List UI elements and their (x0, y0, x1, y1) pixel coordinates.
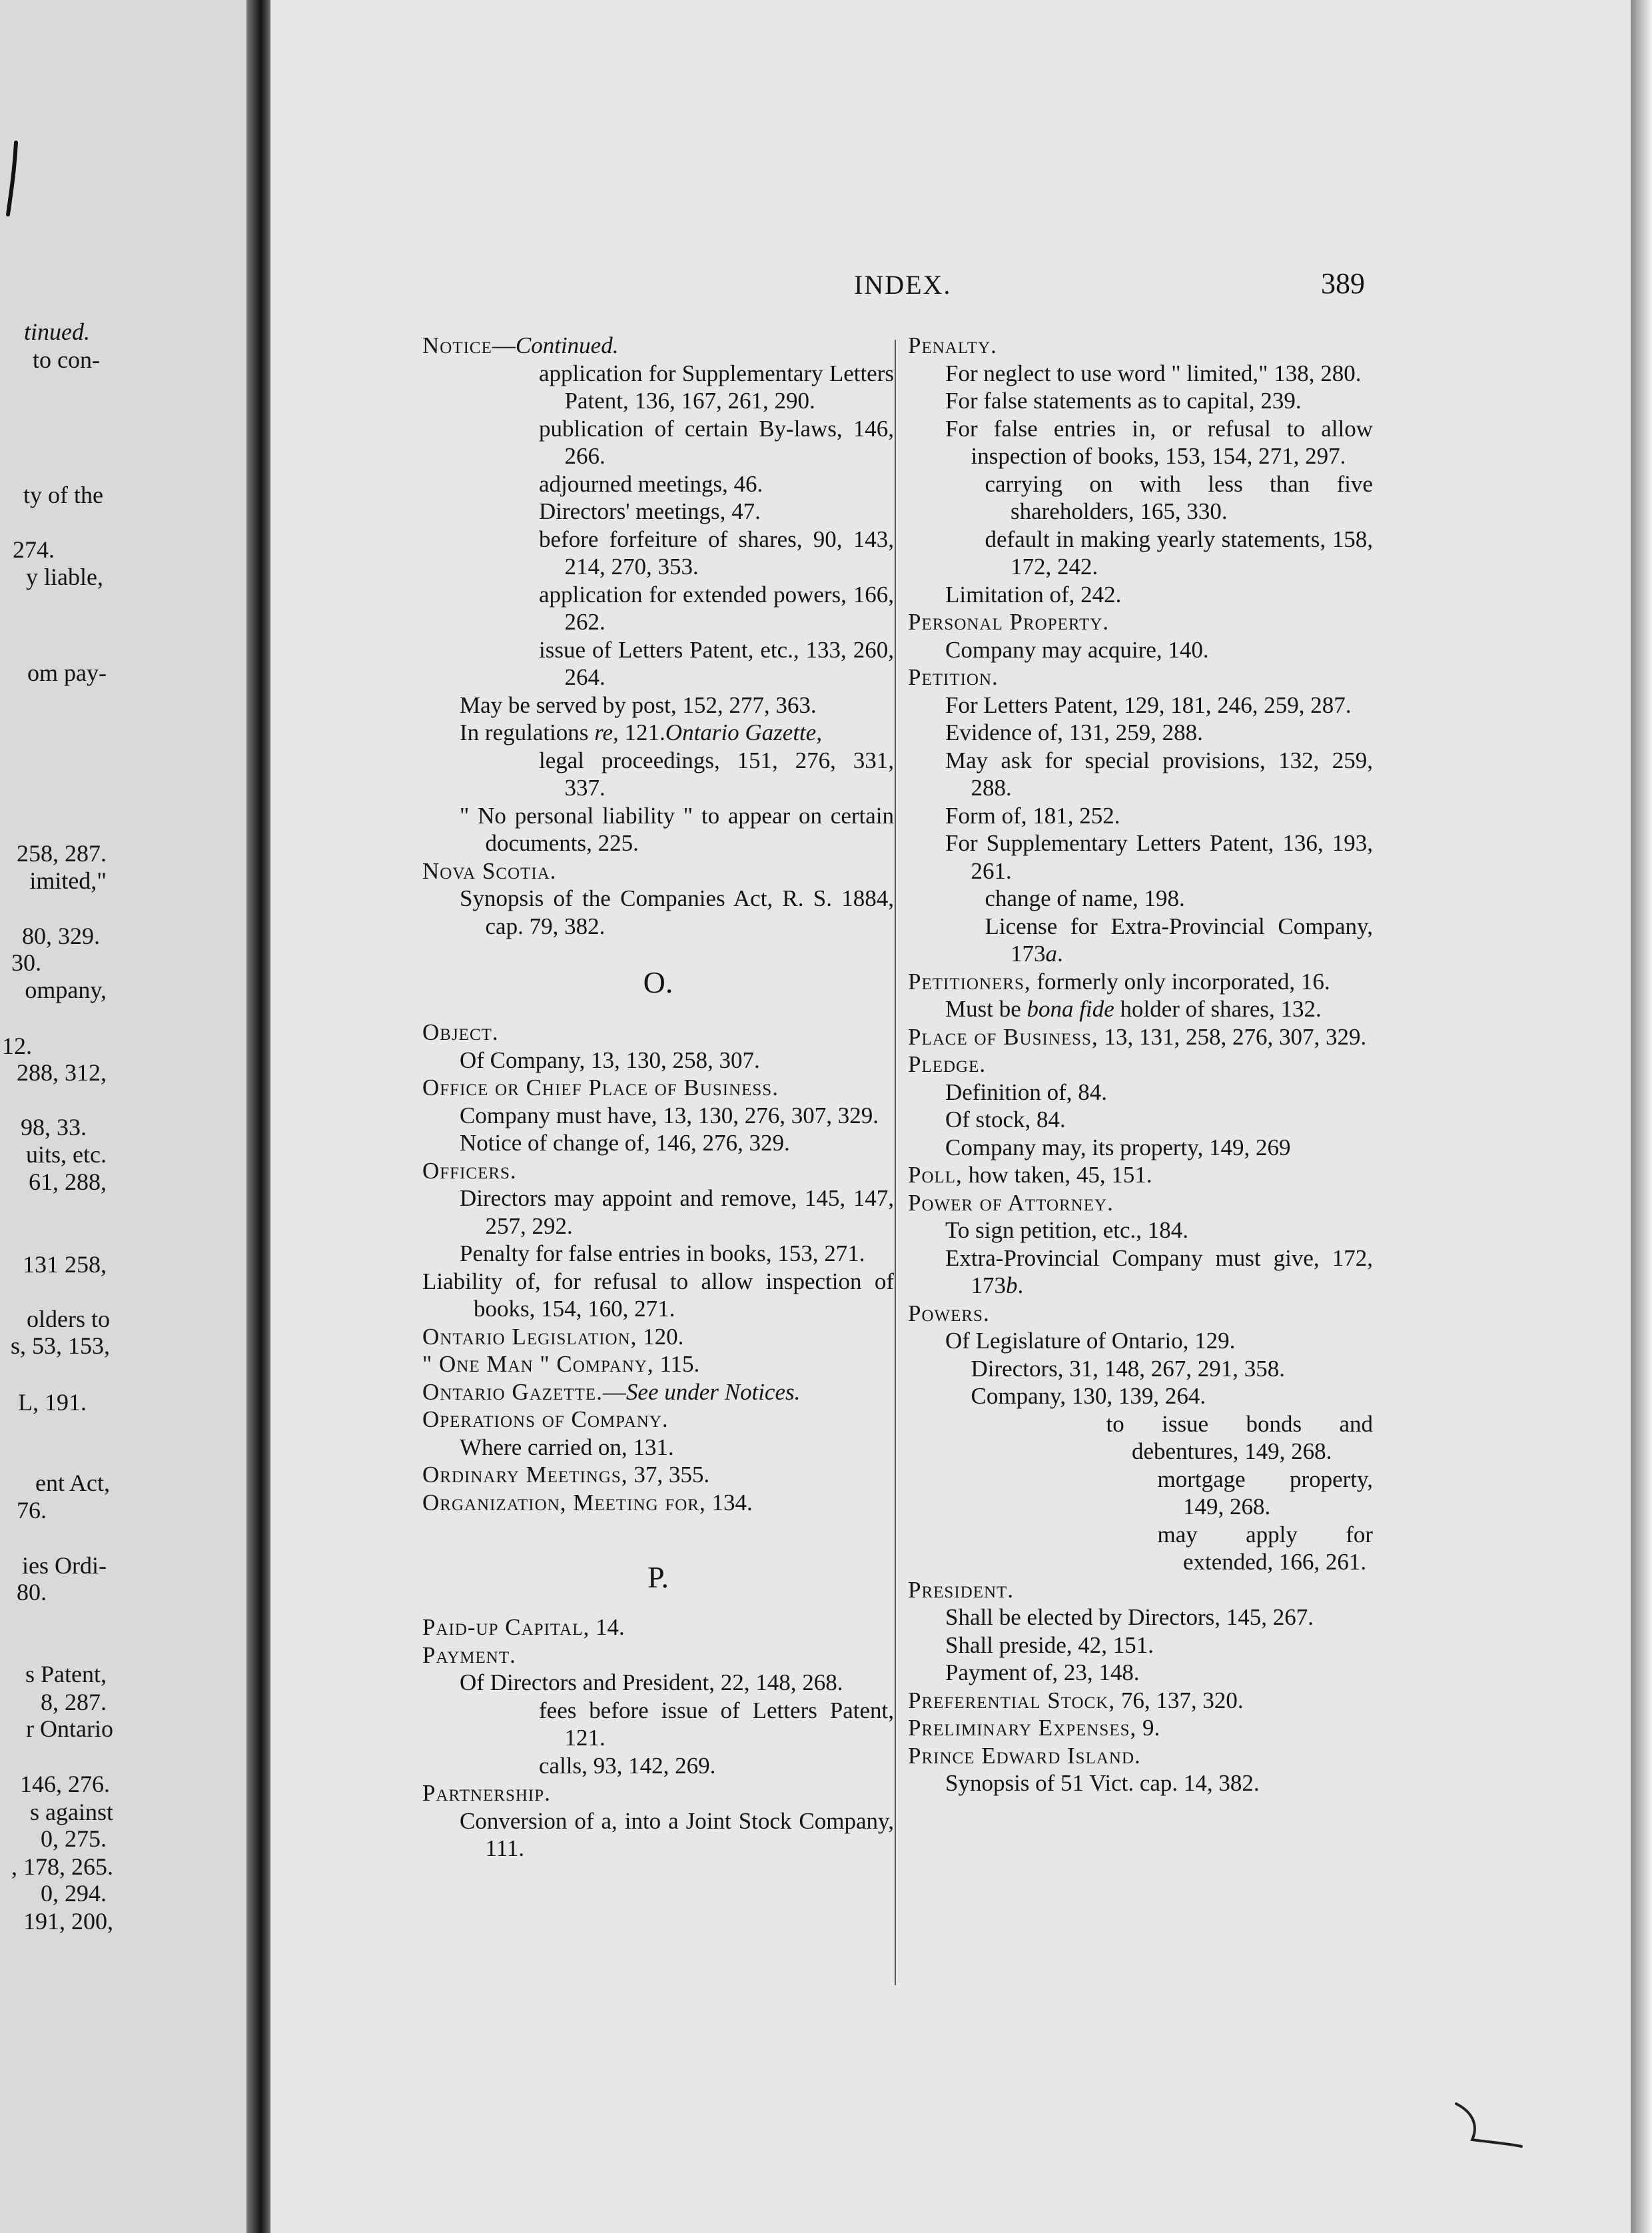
index-heading: Operations of Company. (422, 1406, 669, 1432)
index-text: Of stock, 84. (945, 1107, 1066, 1132)
index-subentry (908, 360, 1373, 388)
index-italic-text: Continued. (515, 332, 619, 358)
index-subentry (908, 581, 1373, 609)
index-subentry (422, 415, 894, 470)
facing-page-text-fragment: y liable, (26, 564, 103, 590)
index-italic-text: See under Notices. (625, 1378, 801, 1405)
index-locator: — (602, 1378, 626, 1405)
facing-page-text-fragment: 0, 275. (41, 1825, 107, 1852)
index-heading-entry (908, 1023, 1373, 1051)
facing-page-text-fragment: ty of the (23, 482, 103, 508)
index-text: For false entries in, or refusal to allow inspection of books, 153, 154, 271, 297. (945, 415, 1373, 469)
index-heading: Office or Chief Place of Business. (422, 1075, 779, 1101)
index-text: Must be (945, 996, 1027, 1022)
index-subentry (422, 1752, 894, 1780)
index-text: before forfeiture of shares, 90, 143, 214, 270, 353. (539, 526, 894, 580)
facing-page-text-fragment: 131 258, (23, 1251, 107, 1278)
index-italic-text: bona fide (1027, 996, 1114, 1022)
index-subentry (908, 387, 1373, 415)
index-text: Of Legislature of Ontario, 129. (945, 1328, 1236, 1354)
index-text: application for Supplementary Letters Patent, 136, 167, 261, 290. (539, 360, 894, 414)
index-locator: 76, 137, 320. (1115, 1687, 1244, 1713)
index-heading: Penalty. (908, 332, 997, 358)
index-subentry (422, 1047, 894, 1075)
index-heading: " One Man " Company, (422, 1351, 654, 1377)
index-subentry (422, 636, 894, 691)
index-text: Shall be elected by Directors, 145, 267. (945, 1604, 1314, 1630)
index-subentry (908, 526, 1373, 581)
index-heading-entry (908, 968, 1373, 996)
index-subentry (908, 636, 1373, 664)
index-text: May ask for special provisions, 132, 259, 288. (945, 747, 1373, 801)
index-subentry (908, 691, 1373, 719)
facing-page-text-fragment: 30. (11, 949, 41, 976)
index-text: May be served by post, 152, 277, 363. (460, 691, 817, 718)
index-text: calls, 93, 142, 269. (539, 1752, 716, 1779)
facing-page-text-fragment: imited," (29, 867, 107, 894)
index-heading: Ordinary Meetings, (422, 1462, 628, 1488)
index-text: For Supplementary Letters Patent, 136, 193, 261. (945, 830, 1373, 884)
index-heading-entry (422, 1157, 894, 1185)
index-subentry (422, 526, 894, 581)
facing-page-text-fragment: 274. (13, 536, 55, 563)
index-subentry (908, 1382, 1373, 1410)
index-subentry (422, 802, 894, 857)
index-heading: Preliminary Expenses, (908, 1715, 1137, 1741)
index-text: legal proceedings, 151, 276, 331, 337. (539, 747, 894, 801)
index-text: mortgage property, 149, 268. (1157, 1466, 1373, 1520)
index-heading: Ontario Gazette. (422, 1378, 603, 1405)
facing-page-text-fragment: 61, 288, (29, 1168, 107, 1195)
index-text: regulations (484, 719, 595, 745)
index-locator: 14. (590, 1614, 625, 1640)
index-text: Payment of, 23, 148. (945, 1659, 1140, 1685)
index-subentry (422, 1434, 894, 1462)
index-heading: Poll, (908, 1162, 963, 1188)
index-text: Evidence of, 131, 259, 288. (945, 719, 1203, 745)
index-italic-text: a (1045, 941, 1057, 967)
index-subentry (422, 719, 894, 747)
index-text: default in making yearly statements, 158, 172, 242. (985, 526, 1373, 580)
facing-page-text-fragment: r Ontario (26, 1715, 113, 1742)
index-text: Synopsis of the Companies Act, R. S. 1884, cap. 79, 382. (460, 885, 894, 939)
index-text: 121. (618, 719, 665, 745)
index-italic-text: b (1006, 1272, 1018, 1298)
index-subentry (908, 719, 1373, 747)
index-subentry (908, 885, 1373, 913)
index-heading: Nova Scotia. (422, 857, 557, 884)
facing-page-text-fragment: to con- (33, 346, 100, 373)
index-subentry (422, 498, 894, 526)
index-subentry (422, 885, 894, 940)
index-text: fees before issue of Letters Patent, 121. (539, 1697, 894, 1751)
index-italic-text: Ontario Gazette, (665, 719, 823, 745)
index-heading-entry (422, 1406, 894, 1434)
index-text: Synopsis of 51 Vict. cap. 14, 382. (945, 1770, 1260, 1796)
facing-page-text-fragment: uits, etc. (26, 1141, 107, 1168)
index-locator: 134. (705, 1489, 753, 1516)
index-heading-entry (908, 1051, 1373, 1079)
index-subentry (422, 1697, 894, 1752)
index-heading: President. (908, 1576, 1015, 1603)
facing-page-text-fragment: ies Ordi- (22, 1552, 107, 1579)
facing-page-text-fragment: L, 191. (18, 1389, 87, 1416)
pencil-mark (1, 140, 28, 220)
index-subentry (908, 1244, 1373, 1300)
index-heading-entry (422, 1779, 894, 1807)
index-text: application for extended powers, 166, 262. (539, 581, 894, 635)
index-heading: Officers. (422, 1157, 517, 1184)
facing-page-text-fragment: 80, 329. (22, 923, 100, 949)
index-heading-entry (422, 857, 894, 885)
facing-page-text-fragment: 80. (17, 1579, 47, 1605)
index-text: Of Company, 13, 130, 258, 307. (460, 1047, 760, 1073)
page-number: 389 (1321, 267, 1365, 300)
index-text: Penalty for false entries in books, 153, 271. (460, 1240, 865, 1266)
index-locator: formerly only incorporated, 16. (1031, 968, 1330, 995)
index-text: Of Directors and President, 22, 148, 268. (460, 1669, 843, 1695)
index-subentry (422, 360, 894, 415)
index-column-left (422, 332, 894, 1863)
facing-page-text-fragment: ompany, (25, 977, 107, 1003)
index-subentry (908, 1106, 1373, 1134)
index-subentry (908, 470, 1373, 526)
index-section-letter: O. (643, 965, 673, 999)
index-text: Directors' meetings, 47. (539, 498, 761, 524)
index-locator: — (492, 332, 516, 358)
index-subentry (908, 1410, 1373, 1466)
index-text: Directors may appoint and remove, 145, 147, 257, 292. (460, 1185, 894, 1239)
index-heading-entry (908, 1300, 1373, 1328)
index-text: Notice of change of, 146, 276, 329. (460, 1130, 790, 1156)
facing-page-text-fragment: s against (30, 1799, 113, 1825)
index-text: Company must have, 13, 130, 276, 307, 329. (460, 1102, 879, 1128)
index-text: Conversion of a, into a Joint Stock Company, 111. (460, 1807, 894, 1861)
index-text: Extra-Provincial Company must give, 172, 173 (945, 1244, 1373, 1298)
index-column-right (908, 332, 1373, 1797)
index-heading-entry (908, 332, 1373, 360)
index-heading: Powers. (908, 1300, 990, 1326)
facing-page-text-fragment: , 178, 265. (11, 1853, 113, 1880)
index-subentry (908, 1355, 1373, 1383)
index-heading: Prince Edward Island. (908, 1742, 1141, 1769)
index-text: Where carried on, 131. (460, 1434, 674, 1460)
index-subentry (908, 802, 1373, 830)
index-subentry (908, 1769, 1373, 1797)
index-subentry (422, 581, 894, 636)
index-text: publication of certain By-laws, 146, 266. (539, 415, 894, 469)
facing-page-text-fragment: 12. (2, 1033, 32, 1059)
facing-page-text-fragment: 258, 287. (17, 840, 107, 867)
index-text: Limitation of, 242. (945, 581, 1122, 608)
index-heading: Petition. (908, 664, 999, 690)
index-text: Company may acquire, 140. (945, 636, 1209, 663)
index-text: . (1017, 1272, 1024, 1298)
facing-page-text-fragment: s Patent, (25, 1661, 107, 1687)
index-text: change of name, 198. (985, 885, 1185, 911)
index-heading: Organization, Meeting for, (422, 1489, 706, 1516)
index-text: Company, 130, 139, 264. (971, 1383, 1206, 1409)
index-heading-entry (422, 1461, 894, 1489)
index-text: In (460, 719, 485, 745)
index-heading-entry (422, 1019, 894, 1047)
index-subentry (908, 1216, 1373, 1244)
index-heading-entry (908, 608, 1373, 636)
index-subentry (422, 1129, 894, 1157)
index-heading: Paid-up Capital, (422, 1614, 590, 1640)
facing-page-text-fragment: 146, 276. (20, 1771, 110, 1797)
index-subentry (422, 1807, 894, 1863)
index-subentry (908, 1327, 1373, 1355)
index-heading-entry (908, 1742, 1373, 1770)
index-subentry (908, 415, 1373, 470)
index-locator: 13, 131, 258, 276, 307, 329. (1098, 1023, 1367, 1050)
index-heading: Pledge. (908, 1051, 987, 1077)
facing-page-text-fragment: 288, 312, (17, 1059, 107, 1086)
facing-page-text-fragment: olders to (27, 1306, 110, 1332)
index-heading: Ontario Legislation, (422, 1323, 637, 1350)
facing-page-text-fragment: 98, 33. (21, 1114, 87, 1140)
index-text: License for Extra-Provincial Company, 173 (985, 913, 1373, 967)
index-text: Form of, 181, 252. (945, 802, 1120, 829)
index-subentry (908, 1134, 1373, 1162)
index-heading-entry (908, 1576, 1373, 1604)
index-heading: Petitioners, (908, 968, 1031, 995)
index-heading-entry (422, 1641, 894, 1669)
index-locator: 37, 355. (627, 1462, 710, 1488)
index-text: " No personal liability " to appear on certain documents, 225. (460, 802, 894, 856)
page-edge (1631, 0, 1652, 2233)
index-subentry (908, 1521, 1373, 1576)
index-heading-entry (422, 1613, 894, 1641)
facing-page-text-fragment: 76. (17, 1497, 47, 1524)
index-text: Definition of, 84. (945, 1079, 1108, 1105)
index-text: For false statements as to capital, 239. (945, 388, 1302, 414)
index-subentry (422, 1669, 894, 1697)
index-subentry (422, 747, 894, 802)
index-heading: Power of Attorney. (908, 1189, 1114, 1216)
facing-page-text-fragment: s, 53, 153, (10, 1332, 110, 1359)
index-italic-text: re, (594, 719, 619, 745)
index-text: . (1057, 941, 1063, 967)
index-heading: Payment. (422, 1641, 516, 1668)
facing-page-text-fragment: tinued. (24, 318, 90, 345)
index-text: carrying on with less than five shareholders, 165, 330. (985, 470, 1373, 524)
index-subentry (908, 1603, 1373, 1631)
index-text: For Letters Patent, 129, 181, 246, 259, 287. (945, 691, 1352, 718)
index-heading-entry (422, 1378, 894, 1406)
index-heading: Object. (422, 1019, 499, 1045)
index-subentry (908, 913, 1373, 968)
pencil-mark (1452, 2098, 1525, 2152)
index-heading: Preferential Stock, (908, 1687, 1116, 1713)
column-divider (895, 340, 896, 1985)
facing-page-text-fragment: om pay- (27, 660, 107, 686)
index-text: holder of shares, 132. (1114, 996, 1322, 1022)
index-subentry (422, 1184, 894, 1240)
index-heading-entry (908, 1687, 1373, 1715)
index-heading-entry (908, 1714, 1373, 1742)
facing-page-text-fragment: 191, 200, (23, 1908, 113, 1935)
index-text: Liability of, for refusal to allow inspection of books, 154, 160, 271. (422, 1268, 894, 1322)
index-text: Directors, 31, 148, 267, 291, 358. (971, 1355, 1285, 1382)
index-heading-entry (422, 332, 894, 360)
index-subentry (422, 1268, 894, 1323)
index-heading: Notice (422, 332, 492, 358)
index-locator: how taken, 45, 151. (962, 1162, 1152, 1188)
index-heading-entry (422, 1489, 894, 1517)
index-subentry (422, 470, 894, 498)
index-subentry (908, 829, 1373, 885)
facing-page-fragment (0, 0, 246, 2233)
index-heading: Place of Business, (908, 1023, 1098, 1050)
index-text: For neglect to use word " limited," 138, 280. (945, 360, 1362, 386)
index-subentry (908, 1659, 1373, 1687)
facing-page-text-fragment: 8, 287. (41, 1689, 107, 1715)
index-locator: 115. (653, 1351, 700, 1377)
index-heading: Personal Property. (908, 609, 1110, 635)
index-text: issue of Letters Patent, etc., 133, 260, 264. (539, 636, 894, 690)
index-heading-entry (422, 1074, 894, 1102)
index-text: To sign petition, etc., 184. (945, 1217, 1189, 1243)
facing-page-text-fragment: 0, 294. (41, 1880, 107, 1907)
index-subentry (908, 1079, 1373, 1107)
facing-page-text-fragment: ent Act, (35, 1470, 110, 1496)
index-heading-entry (908, 1161, 1373, 1189)
index-heading: Partnership. (422, 1780, 551, 1806)
index-subentry (908, 747, 1373, 802)
index-locator: 9. (1136, 1715, 1160, 1741)
book-gutter (246, 0, 270, 2233)
index-subentry (908, 1631, 1373, 1659)
index-subentry (908, 1466, 1373, 1521)
index-heading-entry (422, 1350, 894, 1378)
index-text: adjourned meetings, 46. (539, 470, 763, 497)
index-locator: 120. (637, 1323, 684, 1350)
index-text: may apply for extended, 166, 261. (1157, 1521, 1373, 1575)
index-heading-entry (908, 1189, 1373, 1217)
index-subentry (422, 691, 894, 719)
index-text: Company may, its property, 149, 269 (945, 1134, 1291, 1160)
running-head: INDEX. (854, 270, 952, 300)
index-section-letter: P. (647, 1560, 669, 1594)
index-heading-entry (422, 1323, 894, 1351)
index-subentry (422, 1102, 894, 1130)
index-text: Shall preside, 42, 151. (945, 1631, 1154, 1658)
index-subentry (908, 995, 1373, 1023)
index-heading-entry (908, 664, 1373, 691)
index-text: to issue bonds and debentures, 149, 268. (1106, 1410, 1373, 1464)
index-subentry (422, 1240, 894, 1268)
